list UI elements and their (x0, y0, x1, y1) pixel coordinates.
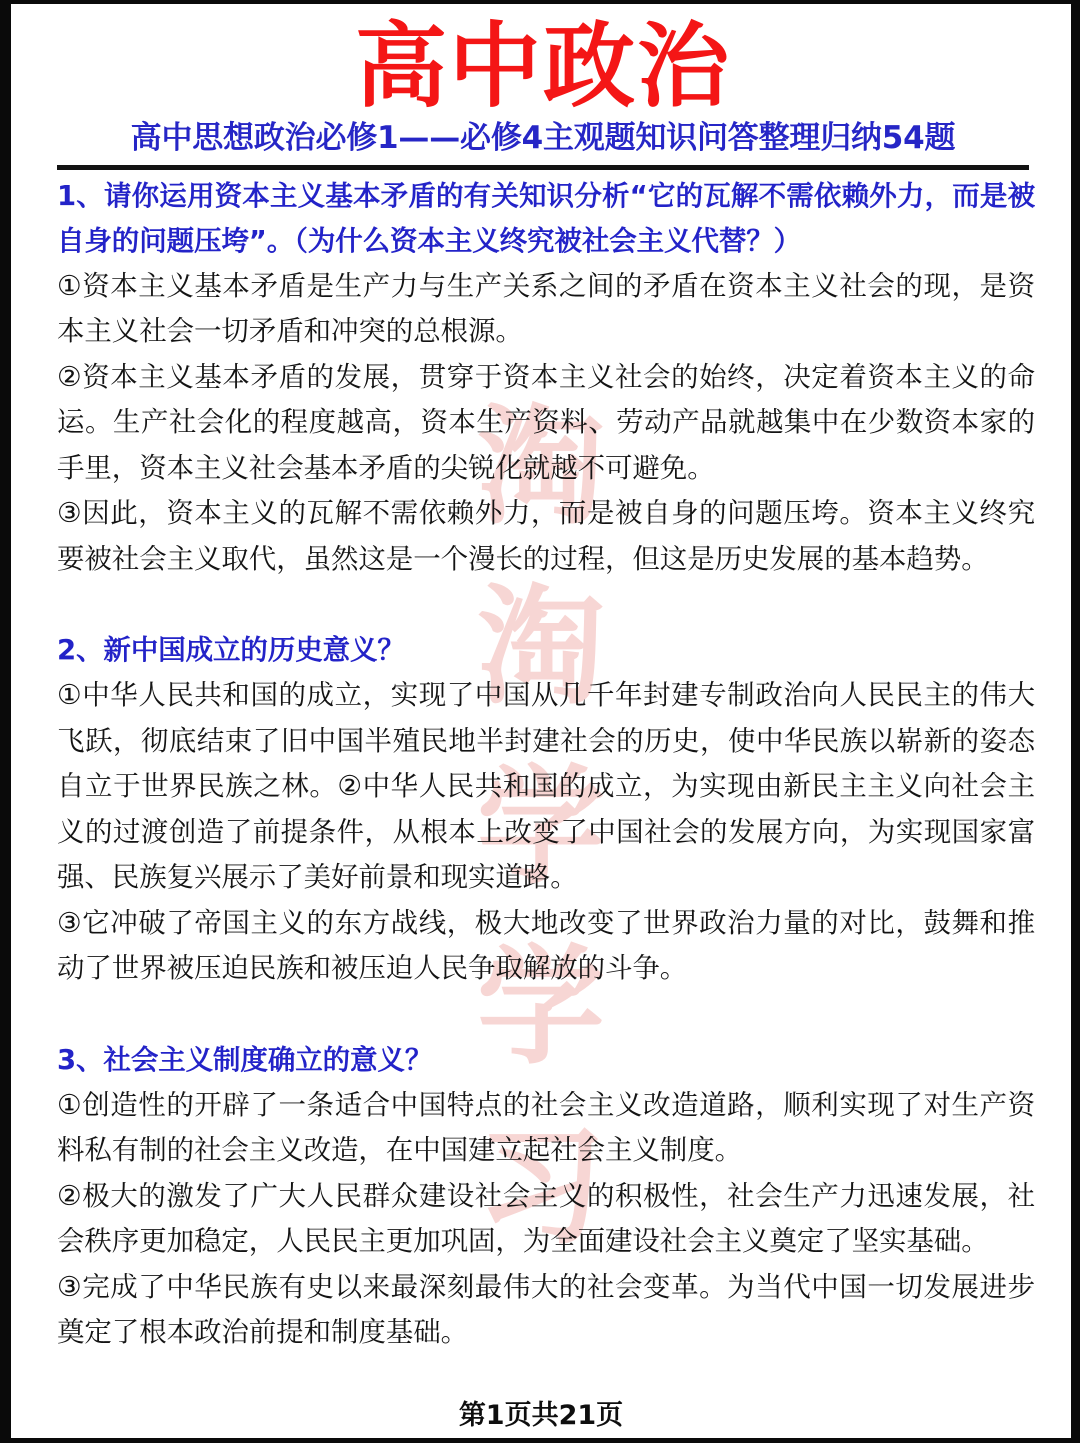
page-number-footer: 第1页共21页 (458, 1400, 624, 1431)
question-heading: 1、请你运用资本主义基本矛盾的有关知识分析“它的瓦解不需依赖外力，而是被自身的问题压垮”。（为什么资本主义终究被社会主义代替？） (57, 179, 1035, 257)
watermark-char: 学 (476, 753, 606, 902)
answer-point: ②极大的激发了广大人民群众建设社会主义的积极性，社会生产力迅速发展，社会秩序更加稳定，人民民主更加巩固，为全面建设社会主义奠定了坚实基础。 (57, 1179, 1035, 1258)
answer-point: ①中华人民共和国的成立，实现了中国从几千年封建专制政治向人民民主的伟大飞跃，彻底结束了旧中国半殖民地半封建社会的历史，使中华民族以崭新的姿态自立于世界民族之林。②中华人民共和国的成立，为实现由新民主主义向社会主义的过渡创造了前提条件，从根本上改变了中国社会的发展方向，为实现国家富强、民族复兴展示了美好前景和现实道路。 (57, 679, 1035, 894)
document-content (33, 13, 1053, 1356)
watermark-char: 淘 (476, 573, 606, 722)
answer-point: ②资本主义基本矛盾的发展，贯穿于资本主义社会的始终，决定着资本主义的命运。生产社会化的程度越高，资本生产资料、劳动产品就越集中在少数资本家的手里，资本主义社会基本矛盾的尖锐化就越不可避免。 (57, 360, 1035, 484)
watermark-char: 淘 (476, 393, 606, 542)
question-heading: 3、社会主义制度确立的意义？ (57, 1043, 433, 1076)
answer-point: ①创造性的开辟了一条适合中国特点的社会主义改造道路，顺利实现了对生产资料私有制的社会主义改造，在中国建立起社会主义制度。 (57, 1088, 1035, 1167)
question-heading: 2、新中国成立的历史意义？ (57, 634, 405, 667)
questions-body (33, 174, 1053, 1356)
answer-point: ①资本主义基本矛盾是生产力与生产关系之间的矛盾在资本主义社会的现，是资本主义社会一切矛盾和冲突的总根源。 (57, 269, 1035, 348)
watermark-char: 习 (476, 1113, 606, 1262)
question-section-3 (57, 1038, 1035, 1356)
title-divider (57, 165, 1029, 170)
page-sheet (11, 4, 1071, 1438)
section-spacer (57, 992, 1035, 1038)
page-title: 高中政治 (354, 13, 731, 120)
answer-point: ③因此，资本主义的瓦解不需依赖外力，而是被自身的问题压垮。资本主义终究要被社会主义取代，虽然这是一个漫长的过程，但这是历史发展的基本趋势。 (57, 497, 1035, 575)
watermark-char: 学 (476, 933, 606, 1082)
answer-point: ③它冲破了帝国主义的东方战线，极大地改变了世界政治力量的对比，鼓舞和推动了世界被压迫民族和被压迫人民争取解放的斗争。 (57, 906, 1035, 985)
question-section-2 (57, 628, 1035, 992)
section-spacer (57, 582, 1035, 628)
question-section-1 (57, 174, 1035, 583)
answer-point: ③完成了中华民族有史以来最深刻最伟大的社会变革。为当代中国一切发展进步奠定了根本政治前提和制度基础。 (57, 1270, 1035, 1349)
document-subtitle: 高中思想政治必修1——必修4主观题知识问答整理归纳54题 (130, 120, 956, 157)
